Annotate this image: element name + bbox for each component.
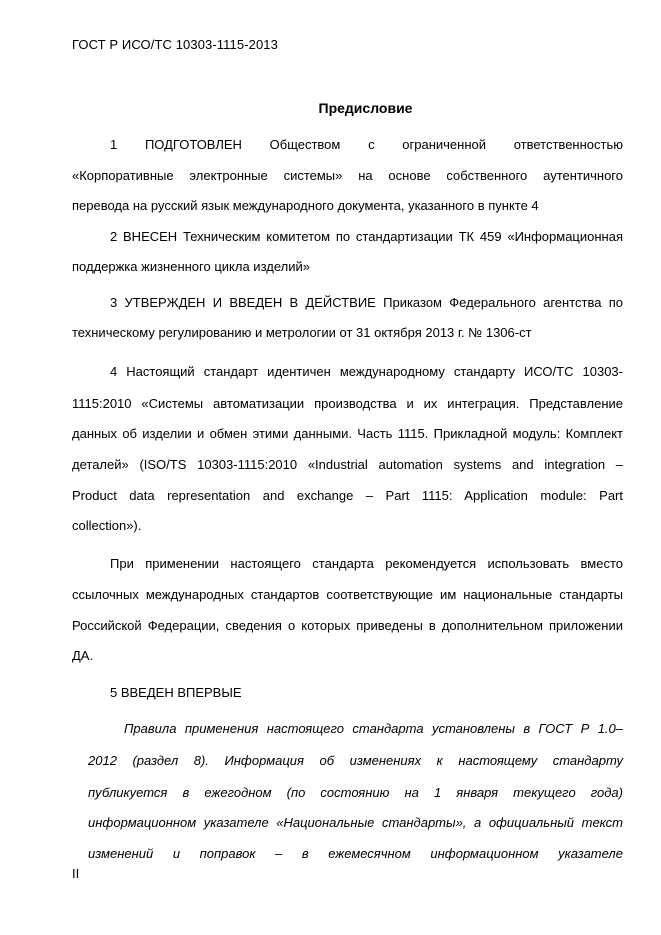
text-line: При применении настоящего стандарта рекомендуется использовать вместо — [110, 556, 623, 571]
text-line: 4 Настоящий стандарт идентичен международному стандарту ИСО/ТС 10303- — [110, 364, 623, 379]
text-line: 1 ПОДГОТОВЛЕН Обществом с ограниченной ответственностью — [110, 137, 623, 152]
section-title: Предисловие — [318, 100, 413, 116]
text-line: Российской Федерации, сведения о которых приведены в дополнительном приложении — [72, 618, 623, 633]
text-line: 1115:2010 «Системы автоматизации производства и их интеграция. Представление — [72, 396, 623, 411]
text-line: данных об изделии и обмен этими данными. Часть 1115. Прикладной модуль: Комплект — [72, 426, 623, 441]
text-line-italic: изменений и поправок – в ежемесячном информационном указателе — [88, 846, 623, 861]
text-line-italic: публикуется в ежегодном (по состоянию на 1 января текущего года) — [88, 785, 623, 800]
text-line: поддержка жизненного цикла изделий» — [72, 259, 310, 274]
text-line-italic: информационном указателе «Национальные стандарты», а официальный текст — [88, 815, 623, 830]
text-line: Product data representation and exchange – Part 1115: Application module: Part — [72, 488, 623, 503]
text-line: collection»). — [72, 518, 142, 533]
text-line: 2 ВНЕСЕН Техническим комитетом по стандартизации ТК 459 «Информационная — [110, 229, 623, 244]
text-line-italic: Правила применения настоящего стандарта установлены в ГОСТ Р 1.0– — [124, 721, 623, 736]
text-line: перевода на русский язык международного документа, указанного в пункте 4 — [72, 198, 539, 213]
text-line: ДА. — [72, 648, 94, 663]
text-line: 5 ВВЕДЕН ВПЕРВЫЕ — [110, 685, 242, 700]
text-line: «Корпоративные электронные системы» на основе собственного аутентичного — [72, 168, 623, 183]
document-header: ГОСТ Р ИСО/ТС 10303-1115-2013 — [72, 37, 278, 52]
text-line: ссылочных международных стандартов соответствующие им национальные стандарты — [72, 587, 623, 602]
text-line-italic: 2012 (раздел 8). Информация об изменениях к настоящему стандарту — [88, 753, 623, 768]
text-line: 3 УТВЕРЖДЕН И ВВЕДЕН В ДЕЙСТВИЕ Приказом Федерального агентства по — [110, 295, 623, 310]
page-number: II — [72, 866, 80, 881]
text-line: техническому регулированию и метрологии от 31 октября 2013 г. № 1306-ст — [72, 325, 532, 340]
text-line: деталей» (ISO/TS 10303-1115:2010 «Industrial automation systems and integration – — [72, 457, 623, 472]
